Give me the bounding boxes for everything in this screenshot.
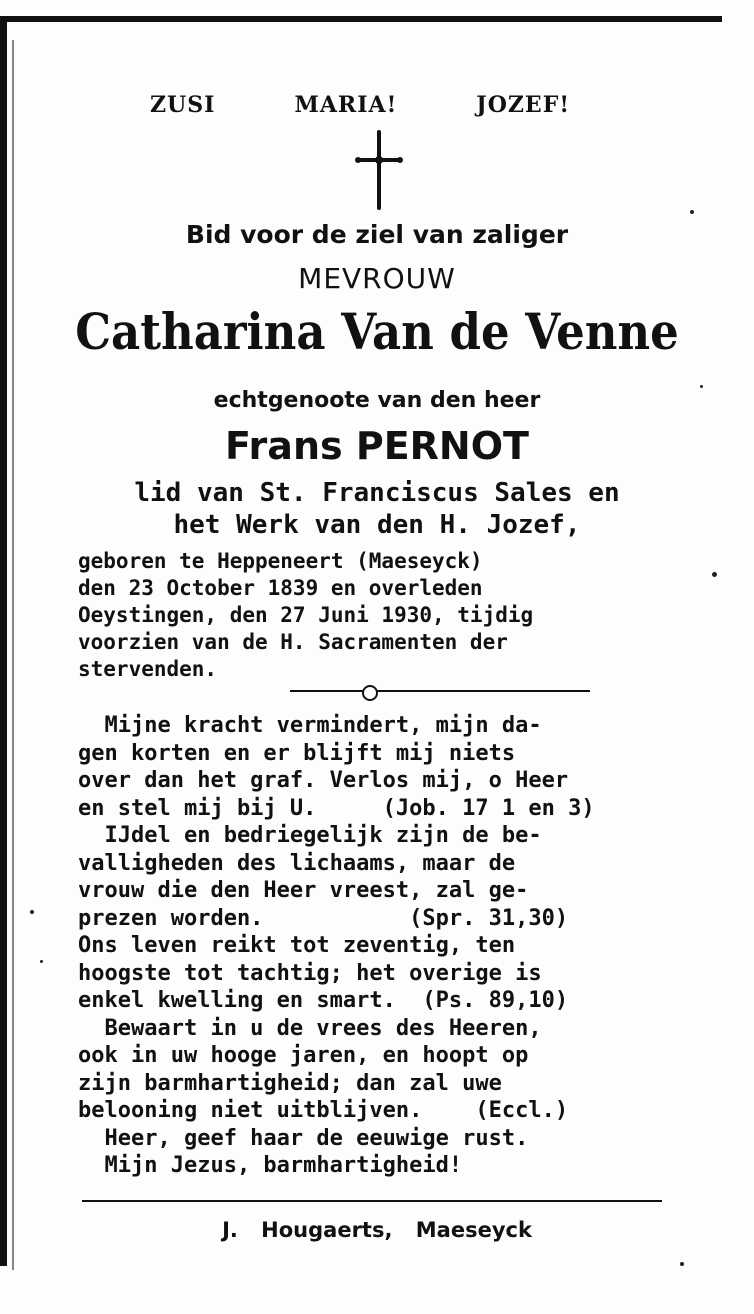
print-speck — [680, 1262, 684, 1266]
print-speck — [40, 960, 43, 963]
footer-divider — [82, 1200, 662, 1202]
deceased-name: Catharina Van de Venne — [75, 302, 679, 361]
verse-line: hoogste tot tachtig; het overige is — [78, 960, 542, 986]
print-speck — [690, 210, 694, 214]
scripture-verses — [78, 712, 662, 1180]
spouse-intro: echtgenoote van den heer — [213, 388, 541, 413]
biography-line: stervenden. — [78, 657, 218, 681]
verse-line: zijn barmhartigheid; dan zal uwe — [78, 1070, 502, 1096]
verse-line: Mijn Jezus, barmhartigheid! — [78, 1153, 463, 1178]
print-speck — [30, 910, 34, 914]
left-border — [0, 16, 7, 1266]
print-speck — [700, 385, 703, 388]
biography — [78, 548, 660, 683]
biography-line: Oeystingen, den 27 Juni 1930, tijdig — [78, 603, 534, 627]
verse-line: Mijne kracht vermindert, mijn da- — [78, 713, 542, 738]
verse-line: en stel mij bij U. (Job. 17 1 en 3) — [78, 795, 595, 821]
biography-line: geboren te Heppeneert (Maeseyck) — [78, 549, 483, 573]
cross-icon — [354, 130, 404, 210]
verse-line: over dan het graf. Verlos mij, o Heer — [78, 768, 569, 793]
verse-line: belooning niet uitblijven. (Eccl.) — [78, 1098, 569, 1123]
invocation-header — [150, 92, 570, 118]
verse-line: Bewaart in u de vrees des Heeren, — [78, 1015, 542, 1041]
printer-imprint: J. Hougaerts, Maeseyck — [222, 1218, 532, 1242]
verse-line: IJdel en bedriegelijk zijn de be- — [78, 823, 542, 848]
print-speck — [712, 572, 717, 577]
verse-line: vrouw die den Heer vreest, zal ge- — [78, 878, 529, 903]
verse-line: gen korten en er blijft mij niets — [78, 740, 516, 766]
verse-line: prezen worden. (Spr. 31,30) — [78, 905, 569, 931]
biography-line: den 23 October 1839 en overleden — [78, 576, 483, 600]
verse-line: Ons leven reikt tot zeventig, ten — [78, 933, 516, 958]
verse-line: ook in uw hooge jaren, en hoopt op — [78, 1043, 529, 1068]
verse-line: Heer, geef haar de eeuwige rust. — [78, 1125, 529, 1151]
invocation-jozef: JOZEF! — [476, 92, 570, 118]
invocation-jesus: ZUSI — [150, 92, 216, 118]
ornamental-divider — [290, 690, 590, 692]
membership-line: lid van St. Franciscus Sales en — [134, 478, 620, 508]
biography-line: voorzien van de H. Sacramenten der — [78, 630, 508, 654]
spouse-name: Frans PERNOT — [225, 424, 529, 468]
membership-line: het Werk van den H. Jozef, — [173, 510, 581, 540]
invocation-maria: MARIA! — [294, 92, 398, 118]
divider-ornament — [362, 685, 378, 701]
verse-line: valligheden des lichaams, maar de — [78, 850, 516, 876]
verse-line: enkel kwelling en smart. (Ps. 89,10) — [78, 988, 569, 1013]
prayer-request: Bid voor de ziel van zaliger — [185, 220, 569, 249]
top-border — [2, 16, 722, 22]
honorific-title: MEVROUW — [298, 262, 456, 295]
